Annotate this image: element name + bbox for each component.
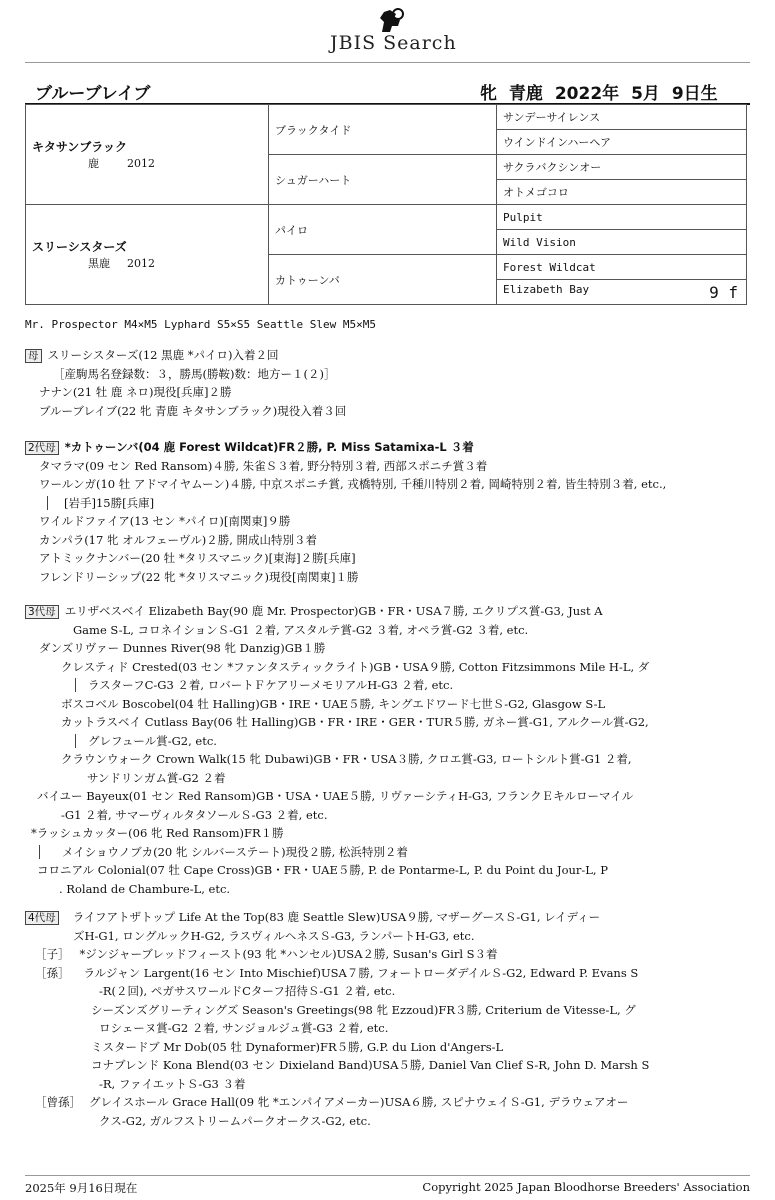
descendant-line: ラスターフC-G3 ２着, ロバートＦケアリーメモリアルH-G3 ２着, etc. [75, 678, 453, 692]
descendant-line: Game S-L, コロネイションＳ-G1 ２着, アスタルテ賞-G2 ３着, オペラ賞-G2 ３着, etc. [73, 622, 529, 637]
descendant-line: -G1 ２着, サマーヴィルタタソールＳ-G3 ２着, etc. [61, 807, 328, 822]
sire-info [32, 155, 262, 171]
descendant-line: アトミックナンバー(20 牡 *タリスマニック)[東海]２勝[兵庫] [39, 551, 356, 565]
descendant-line: [岩手]15勝[兵庫] [47, 496, 154, 510]
pedigree-table [25, 104, 747, 305]
descendant-line: ズH-G1, ロングルックH-G2, ラスヴィルヘネスＳ-G3, ランパートH-G3, etc. [73, 928, 475, 943]
descendant-line: カットラスベイ Cutlass Bay(06 牡 Halling)GB・FR・IRE・GER・TUR５勝, ガネー賞-G1, アルクール賞-G2, [61, 715, 649, 729]
pedigree-gen3-7-cell [497, 280, 747, 305]
descendant-line: ラルジャン Largent(16 セン Into Mischief)USA７勝, フォートローダデイルＳ-G2, Edward P. Evans S [83, 965, 639, 980]
sire-name[interactable]: キタサンブラック [32, 140, 128, 154]
dam-label: 母 [25, 349, 42, 363]
descendant-line: ミスタードブ Mr Dob(05 牡 Dynaformer)FR５勝, G.P. du Lion d'Angers-L [91, 1039, 504, 1054]
descendant-line: コナブレンド Kona Blend(03 セン Dixieland Band)USA５勝, Daniel Van Clief S-R, John D. Marsh S [91, 1058, 650, 1072]
dam-cell [26, 205, 269, 305]
generation-tag: ［子］ [35, 947, 70, 961]
descendant-line: シーズンズグリーティングズ Season's Greetings(98 牝 Ezzoud)FR３勝, Criterium de Vitesse-L, グ [91, 1002, 636, 1017]
dam-name[interactable]: スリーシスターズ [32, 240, 127, 254]
descendant-line: クス-G2, ガルフストリームパークオークス-G2, etc. [99, 1113, 371, 1128]
dam-color: 黒鹿 [88, 257, 110, 270]
dam-year: 2012 [127, 257, 155, 270]
pedigree-gen3-5[interactable]: Wild Vision [497, 230, 747, 255]
second-dam-section [25, 438, 666, 586]
third-dam-label: 3代母 [25, 605, 59, 619]
pedigree-gen3-7[interactable]: Elizabeth Bay [503, 282, 590, 296]
descendant-line: -R(２回), ペガサスワールドCターフ招待Ｓ-G1 ２着, etc. [99, 984, 396, 998]
dam-info [32, 255, 262, 271]
sire-year: 2012 [127, 157, 155, 170]
descendant-line: ロシェーヌ賞-G2 ２着, サンジョルジュ賞-G3 ２着, etc. [99, 1021, 389, 1035]
descendant-line: . Roland de Chambure-L, etc. [59, 881, 231, 896]
pedigree-gen3-6[interactable]: Forest Wildcat [497, 255, 747, 280]
horse-icon [374, 8, 408, 34]
descendant-line: タマラマ(09 セン Red Ransom)４勝, 朱雀Ｓ３着, 野分特別３着, 西部スポニチ賞３着 [39, 458, 488, 473]
descendant-line: コロニアル Colonial(07 牡 Cape Cross)GB・FR・UAE５勝, P. de Pontarme-L, P. du Point du Jour-L, P [37, 863, 608, 877]
descendant-line: ライフアトザトップ Life At the Top(83 鹿 Seattle Slew)USA９勝, マザーグースＳ-G1, レイディー [72, 910, 601, 924]
dam-line: ［産駒馬名登録数：３，勝馬(勝鞍)数：地方ー１(２)］ [53, 366, 336, 381]
fourth-dam-label: 4代母 [25, 911, 59, 925]
fourth-dam-section [25, 908, 649, 1130]
descendant-line: ワイルドファイア(13 セン *パイロ)[南関東]９勝 [39, 514, 291, 528]
logo-text: JBIS Search [330, 32, 457, 54]
horse-meta: 牝 青鹿 2022年 5月 9日生 [480, 84, 718, 104]
descendant-line: カンパラ(17 牝 オルフェーヴル)２勝, 開成山特別３着 [39, 532, 318, 547]
footer-date: 2025年 9月16日現在 [25, 1181, 138, 1195]
descendant-line: ワールンガ(10 牡 アドマイヤムーン)４勝, 中京スポニチ賞, 戎橋特別, 千種川特別２着, 岡崎特別２着, 皆生特別３着, etc., [39, 477, 667, 491]
dam-line: ブルーブレイブ(22 牝 青鹿 キタサンブラック)現役入着３回 [39, 403, 347, 418]
descendant-line: グレイスホール Grace Hall(09 牝 *エンパイアメーカー)USA６勝, スピナウェイＳ-G1, デラウェアオー [89, 1095, 629, 1109]
descendant-line: *ラッシュカッター(06 牝 Red Ransom)FR１勝 [31, 826, 284, 840]
descendant-line: フレンドリーシップ(22 牝 *タリスマニック)現役[南関東]１勝 [39, 569, 359, 584]
dam-line: ナナン(21 牡 鹿 ネロ)現役[兵庫]２勝 [39, 385, 232, 399]
dam-line: スリーシスターズ(12 黒鹿 *パイロ)入着２回 [47, 348, 279, 362]
descendant-line: エリザベスベイ Elizabeth Bay(90 鹿 Mr. Prospector)GB・FR・USA７勝, エクリプス賞-G3, Just A [64, 604, 603, 618]
generation-tag: ［曾孫］ [35, 1095, 81, 1109]
generation-tag: ［孫］ [35, 965, 70, 980]
horse-name: ブルーブレイブ [35, 84, 151, 104]
inbreeding-line: Mr. Prospector M4×M5 Lyphard S5×S5 Seattle Slew M5×M5 [25, 318, 376, 331]
pedigree-gen3-1[interactable]: ウインドインハーヘア [497, 130, 747, 155]
descendant-line: *ジンジャーブレッドフィースト(93 牝 *ハンセル)USA２勝, Susan's Girl S３着 [79, 947, 498, 961]
descendant-line: バイユー Bayeux(01 セン Red Ransom)GB・USA・UAE５勝, リヴァーシティH-G3, フランクＥキルローマイル [37, 789, 634, 803]
second-dam-label: 2代母 [25, 441, 59, 455]
descendant-line: クラウンウォーク Crown Walk(15 牝 Dubawi)GB・FR・USA３勝, クロエ賞-G3, ロートシルト賞-G1 ２着, [61, 752, 632, 766]
descendant-line: メイショウノブカ(20 牝 シルバーステート)現役２勝, 松浜特別２着 [39, 845, 408, 859]
descendant-line: -R, ファイエットＳ-G3 ３着 [99, 1076, 246, 1091]
descendant-line: クレスティド Crested(03 セン *ファンタスティックライト)GB・USA９勝, Cotton Fitzsimmons Mile H-L, ダ [61, 659, 650, 674]
sire-cell [26, 105, 269, 205]
pedigree-gen2-1[interactable]: シュガーハート [269, 155, 497, 205]
pedigree-gen2-2[interactable]: パイロ [269, 205, 497, 255]
descendant-line: サンドリンガム賞-G2 ２着 [87, 770, 226, 785]
pedigree-gen3-0[interactable]: サンデーサイレンス [497, 105, 747, 130]
footer-divider [25, 1175, 750, 1176]
pedigree-gen3-2[interactable]: サクラバクシンオー [497, 155, 747, 180]
pedigree-gen3-3[interactable]: オトメゴコロ [497, 180, 747, 205]
pedigree-gen2-0[interactable]: ブラックタイド [269, 105, 497, 155]
footer-copyright: Copyright 2025 Japan Bloodhorse Breeders' Association [422, 1180, 750, 1194]
pedigree-gen2-3[interactable]: カトゥーンバ [269, 255, 497, 305]
dam-section [25, 346, 346, 420]
jbis-logo[interactable] [330, 6, 460, 56]
descendant-line: グレフュール賞-G2, etc. [75, 734, 217, 748]
descendant-line: ボスコベル Boscobel(04 牡 Halling)GB・IRE・UAE５勝, キングエドワード七世Ｓ-G2, Glasgow S-L [61, 696, 606, 711]
family-number: 9 f [709, 282, 738, 302]
pedigree-gen3-4[interactable]: Pulpit [497, 205, 747, 230]
third-dam-section [25, 602, 649, 898]
header-divider [25, 62, 750, 63]
descendant-line: ダンズリヴァー Dunnes River(98 牝 Danzig)GB１勝 [39, 641, 326, 655]
sire-color: 鹿 [88, 157, 99, 170]
descendant-line: *カトゥーンバ(04 鹿 Forest Wildcat)FR２勝, P. Miss Satamixa-L ３着 [64, 440, 474, 454]
